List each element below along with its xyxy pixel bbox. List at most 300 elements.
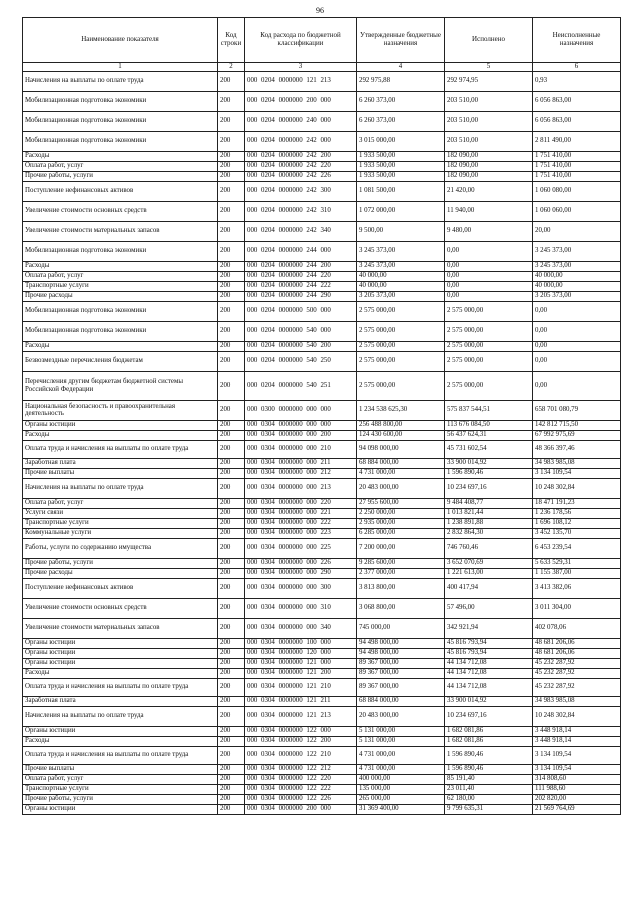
table-row (23, 351, 621, 371)
row-unexecuted-amount: 1 155 387,00 (533, 568, 621, 578)
row-executed-amount: 45 816 793,94 (445, 638, 533, 648)
row-approved-amount: 124 430 600,00 (357, 430, 445, 440)
row-expense-code: 000 0204 0000000 200 000 (245, 91, 357, 111)
row-name: Поступление нефинансовых активов (23, 578, 218, 598)
row-executed-amount: 45 731 602,54 (445, 440, 533, 458)
row-line-code: 200 (218, 726, 245, 736)
row-executed-amount: 62 180,00 (445, 794, 533, 804)
row-approved-amount: 94 498 000,00 (357, 638, 445, 648)
row-executed-amount: 0,00 (445, 271, 533, 281)
row-line-code: 200 (218, 706, 245, 726)
row-line-code: 200 (218, 271, 245, 281)
table-row (23, 201, 621, 221)
row-line-code: 200 (218, 498, 245, 508)
row-line-code: 200 (218, 468, 245, 478)
table-row (23, 498, 621, 508)
row-line-code: 200 (218, 111, 245, 131)
table-row (23, 658, 621, 668)
row-executed-amount: 400 417,94 (445, 578, 533, 598)
row-approved-amount: 135 000,00 (357, 784, 445, 794)
header-name: Наименование показателя (23, 18, 218, 63)
row-line-code: 200 (218, 518, 245, 528)
row-expense-code: 000 0304 0000000 122 210 (245, 746, 357, 764)
table-row (23, 706, 621, 726)
row-unexecuted-amount: 6 453 239,54 (533, 538, 621, 558)
row-expense-code: 000 0204 0000000 242 220 (245, 161, 357, 171)
row-expense-code: 000 0204 0000000 244 220 (245, 271, 357, 281)
row-expense-code: 000 0204 0000000 242 000 (245, 131, 357, 151)
row-unexecuted-amount: 3 452 135,70 (533, 528, 621, 538)
table-row (23, 271, 621, 281)
row-name: Оплата работ, услуг (23, 498, 218, 508)
table-row (23, 281, 621, 291)
row-executed-amount: 746 760,46 (445, 538, 533, 558)
row-expense-code: 000 0204 0000000 540 000 (245, 321, 357, 341)
row-approved-amount: 94 498 000,00 (357, 648, 445, 658)
row-name: Мобилизационная подготовка экономики (23, 111, 218, 131)
row-line-code: 200 (218, 804, 245, 814)
table-row (23, 111, 621, 131)
row-executed-amount: 342 921,94 (445, 618, 533, 638)
row-name: Оплата труда и начисления на выплаты по оплате труда (23, 440, 218, 458)
row-approved-amount: 68 884 000,00 (357, 458, 445, 468)
row-line-code: 200 (218, 458, 245, 468)
table-row (23, 478, 621, 498)
row-executed-amount: 2 575 000,00 (445, 351, 533, 371)
row-approved-amount: 20 483 000,00 (357, 478, 445, 498)
row-name: Расходы (23, 668, 218, 678)
row-expense-code: 000 0204 0000000 500 000 (245, 301, 357, 321)
row-name: Транспортные услуги (23, 281, 218, 291)
row-name: Увеличение стоимости основных средств (23, 201, 218, 221)
row-unexecuted-amount: 0,00 (533, 321, 621, 341)
row-line-code: 200 (218, 161, 245, 171)
row-approved-amount: 6 285 000,00 (357, 528, 445, 538)
row-line-code: 200 (218, 341, 245, 351)
row-executed-amount: 85 191,40 (445, 774, 533, 784)
table-row (23, 736, 621, 746)
row-expense-code: 000 0204 0000000 244 222 (245, 281, 357, 291)
row-line-code: 200 (218, 430, 245, 440)
table-row (23, 578, 621, 598)
row-line-code: 200 (218, 794, 245, 804)
row-line-code: 200 (218, 351, 245, 371)
row-approved-amount: 89 367 000,00 (357, 678, 445, 696)
row-expense-code: 000 0204 0000000 242 300 (245, 181, 357, 201)
row-executed-amount: 575 837 544,51 (445, 400, 533, 420)
row-approved-amount: 2 575 000,00 (357, 321, 445, 341)
row-approved-amount: 4 731 000,00 (357, 746, 445, 764)
row-name: Прочие работы, услуги (23, 558, 218, 568)
header-expense-code: Код расхода по бюджетной классификации (245, 18, 357, 63)
row-name: Прочие работы, услуги (23, 794, 218, 804)
row-unexecuted-amount: 3 413 382,06 (533, 578, 621, 598)
row-line-code: 200 (218, 291, 245, 301)
row-expense-code: 000 0304 0000000 000 340 (245, 618, 357, 638)
row-executed-amount: 0,00 (445, 241, 533, 261)
row-expense-code: 000 0304 0000000 000 225 (245, 538, 357, 558)
row-line-code: 200 (218, 371, 245, 400)
table-row (23, 648, 621, 658)
column-number: 5 (445, 63, 533, 72)
row-approved-amount: 1 933 500,00 (357, 171, 445, 181)
row-unexecuted-amount: 402 078,06 (533, 618, 621, 638)
row-executed-amount: 203 510,00 (445, 91, 533, 111)
row-unexecuted-amount: 1 751 410,00 (533, 151, 621, 161)
row-line-code: 200 (218, 658, 245, 668)
row-name: Прочие выплаты (23, 764, 218, 774)
table-row (23, 508, 621, 518)
row-name: Начисления на выплаты по оплате труда (23, 478, 218, 498)
row-approved-amount: 20 483 000,00 (357, 706, 445, 726)
row-executed-amount: 21 420,00 (445, 181, 533, 201)
row-name: Прочие расходы (23, 568, 218, 578)
row-name: Расходы (23, 151, 218, 161)
row-name: Прочие расходы (23, 291, 218, 301)
row-unexecuted-amount: 45 232 287,92 (533, 678, 621, 696)
row-name: Оплата труда и начисления на выплаты по оплате труда (23, 678, 218, 696)
row-unexecuted-amount: 10 248 302,84 (533, 706, 621, 726)
row-unexecuted-amount: 3 134 109,54 (533, 746, 621, 764)
row-approved-amount: 3 245 373,00 (357, 261, 445, 271)
row-approved-amount: 40 000,00 (357, 281, 445, 291)
row-unexecuted-amount: 45 232 287,92 (533, 658, 621, 668)
row-unexecuted-amount: 0,00 (533, 351, 621, 371)
row-executed-amount: 44 134 712,08 (445, 668, 533, 678)
row-line-code: 200 (218, 538, 245, 558)
row-unexecuted-amount: 0,00 (533, 301, 621, 321)
row-executed-amount: 57 496,00 (445, 598, 533, 618)
row-approved-amount: 89 367 000,00 (357, 668, 445, 678)
row-expense-code: 000 0304 0000000 000 222 (245, 518, 357, 528)
row-expense-code: 000 0304 0000000 122 226 (245, 794, 357, 804)
row-approved-amount: 2 575 000,00 (357, 341, 445, 351)
row-name: Увеличение стоимости материальных запасов (23, 221, 218, 241)
row-executed-amount: 203 510,00 (445, 111, 533, 131)
row-expense-code: 000 0304 0000000 000 226 (245, 558, 357, 568)
row-expense-code: 000 0204 0000000 121 213 (245, 71, 357, 91)
row-unexecuted-amount: 6 056 863,00 (533, 91, 621, 111)
row-line-code: 200 (218, 784, 245, 794)
row-expense-code: 000 0300 0000000 000 000 (245, 400, 357, 420)
table-row (23, 420, 621, 430)
table-row (23, 221, 621, 241)
row-expense-code: 000 0204 0000000 242 226 (245, 171, 357, 181)
row-name: Органы юстиции (23, 420, 218, 430)
column-number: 3 (245, 63, 357, 72)
row-approved-amount: 1 234 538 625,30 (357, 400, 445, 420)
row-name: Начисления на выплаты по оплате труда (23, 706, 218, 726)
table-row (23, 131, 621, 151)
row-approved-amount: 31 369 400,00 (357, 804, 445, 814)
row-line-code: 200 (218, 440, 245, 458)
row-unexecuted-amount: 1 060 060,00 (533, 201, 621, 221)
row-unexecuted-amount: 2 811 490,00 (533, 131, 621, 151)
row-expense-code: 000 0304 0000000 122 212 (245, 764, 357, 774)
table-row (23, 301, 621, 321)
row-line-code: 200 (218, 764, 245, 774)
row-expense-code: 000 0304 0000000 121 213 (245, 706, 357, 726)
row-executed-amount: 44 134 712,08 (445, 678, 533, 696)
page-number: 96 (316, 6, 324, 15)
row-unexecuted-amount: 1 751 410,00 (533, 171, 621, 181)
row-line-code: 200 (218, 478, 245, 498)
table-row (23, 151, 621, 161)
row-name: Мобилизационная подготовка экономики (23, 301, 218, 321)
row-approved-amount: 2 575 000,00 (357, 371, 445, 400)
row-line-code: 200 (218, 171, 245, 181)
row-unexecuted-amount: 34 983 985,08 (533, 696, 621, 706)
table-row (23, 261, 621, 271)
row-approved-amount: 9 500,00 (357, 221, 445, 241)
row-unexecuted-amount: 314 808,60 (533, 774, 621, 784)
row-executed-amount: 182 090,00 (445, 151, 533, 161)
header-approved: Утвержденные бюджетные назначения (357, 18, 445, 63)
row-executed-amount: 0,00 (445, 281, 533, 291)
row-expense-code: 000 0304 0000000 121 211 (245, 696, 357, 706)
row-executed-amount: 0,00 (445, 291, 533, 301)
row-executed-amount: 1 596 890,46 (445, 764, 533, 774)
row-line-code: 200 (218, 71, 245, 91)
row-name: Коммунальные услуги (23, 528, 218, 538)
row-line-code: 200 (218, 151, 245, 161)
row-executed-amount: 44 134 712,08 (445, 658, 533, 668)
row-line-code: 200 (218, 181, 245, 201)
row-executed-amount: 1 238 891,88 (445, 518, 533, 528)
table-row (23, 678, 621, 696)
row-name: Органы юстиции (23, 726, 218, 736)
row-unexecuted-amount: 3 245 373,00 (533, 241, 621, 261)
row-approved-amount: 4 731 000,00 (357, 764, 445, 774)
table-row (23, 696, 621, 706)
table-row (23, 558, 621, 568)
row-expense-code: 000 0204 0000000 540 250 (245, 351, 357, 371)
row-approved-amount: 1 933 500,00 (357, 151, 445, 161)
row-expense-code: 000 0304 0000000 121 000 (245, 658, 357, 668)
row-name: Прочие работы, услуги (23, 171, 218, 181)
row-unexecuted-amount: 142 812 715,50 (533, 420, 621, 430)
row-approved-amount: 265 000,00 (357, 794, 445, 804)
row-executed-amount: 182 090,00 (445, 171, 533, 181)
row-expense-code: 000 0204 0000000 540 200 (245, 341, 357, 351)
header-executed: Исполнено (445, 18, 533, 63)
table-row (23, 291, 621, 301)
row-approved-amount: 2 935 000,00 (357, 518, 445, 528)
row-line-code: 200 (218, 638, 245, 648)
row-executed-amount: 9 484 408,77 (445, 498, 533, 508)
row-executed-amount: 182 090,00 (445, 161, 533, 171)
table-row (23, 638, 621, 648)
table-row (23, 91, 621, 111)
row-unexecuted-amount: 1 060 080,00 (533, 181, 621, 201)
row-executed-amount: 3 652 070,69 (445, 558, 533, 568)
table-row (23, 430, 621, 440)
row-approved-amount: 745 000,00 (357, 618, 445, 638)
row-unexecuted-amount: 0,93 (533, 71, 621, 91)
table-row (23, 518, 621, 528)
column-number: 1 (23, 63, 218, 72)
row-expense-code: 000 0304 0000000 000 310 (245, 598, 357, 618)
row-line-code: 200 (218, 568, 245, 578)
row-expense-code: 000 0304 0000000 122 222 (245, 784, 357, 794)
row-expense-code: 000 0304 0000000 200 000 (245, 804, 357, 814)
table-row (23, 774, 621, 784)
row-line-code: 200 (218, 201, 245, 221)
row-approved-amount: 6 260 373,00 (357, 111, 445, 131)
row-executed-amount: 9 480,00 (445, 221, 533, 241)
row-approved-amount: 256 488 800,00 (357, 420, 445, 430)
row-name: Начисления на выплаты по оплате труда (23, 71, 218, 91)
row-unexecuted-amount: 0,00 (533, 341, 621, 351)
row-line-code: 200 (218, 648, 245, 658)
row-expense-code: 000 0304 0000000 000 212 (245, 468, 357, 478)
column-number: 4 (357, 63, 445, 72)
row-unexecuted-amount: 3 448 918,14 (533, 726, 621, 736)
row-line-code: 200 (218, 281, 245, 291)
row-executed-amount: 113 676 084,50 (445, 420, 533, 430)
row-approved-amount: 2 377 000,00 (357, 568, 445, 578)
row-line-code: 200 (218, 131, 245, 151)
row-unexecuted-amount: 67 992 975,69 (533, 430, 621, 440)
row-approved-amount: 1 933 500,00 (357, 161, 445, 171)
row-executed-amount: 2 575 000,00 (445, 341, 533, 351)
row-expense-code: 000 0304 0000000 000 200 (245, 430, 357, 440)
table-row (23, 400, 621, 420)
row-line-code: 200 (218, 668, 245, 678)
row-name: Национальная безопасность и правоохранительная деятельность (23, 400, 218, 420)
row-name: Органы юстиции (23, 804, 218, 814)
row-expense-code: 000 0304 0000000 120 000 (245, 648, 357, 658)
table-row (23, 538, 621, 558)
row-unexecuted-amount: 111 988,60 (533, 784, 621, 794)
row-executed-amount: 9 799 635,31 (445, 804, 533, 814)
row-name: Расходы (23, 736, 218, 746)
row-unexecuted-amount: 48 366 397,46 (533, 440, 621, 458)
row-unexecuted-amount: 18 471 191,23 (533, 498, 621, 508)
table-row (23, 321, 621, 341)
row-line-code: 200 (218, 241, 245, 261)
table-row (23, 764, 621, 774)
table-row (23, 171, 621, 181)
table-row (23, 784, 621, 794)
row-approved-amount: 6 260 373,00 (357, 91, 445, 111)
row-unexecuted-amount: 1 696 108,12 (533, 518, 621, 528)
row-unexecuted-amount: 6 056 863,00 (533, 111, 621, 131)
row-executed-amount: 33 900 014,92 (445, 696, 533, 706)
row-unexecuted-amount: 1 236 178,56 (533, 508, 621, 518)
row-unexecuted-amount: 0,00 (533, 371, 621, 400)
row-approved-amount: 292 975,88 (357, 71, 445, 91)
table-row (23, 440, 621, 458)
row-unexecuted-amount: 48 681 206,06 (533, 638, 621, 648)
row-expense-code: 000 0304 0000000 000 223 (245, 528, 357, 538)
row-unexecuted-amount: 3 134 109,54 (533, 468, 621, 478)
row-executed-amount: 1 596 890,46 (445, 746, 533, 764)
row-name: Работы, услуги по содержанию имущества (23, 538, 218, 558)
row-unexecuted-amount: 1 751 410,00 (533, 161, 621, 171)
row-unexecuted-amount: 202 820,00 (533, 794, 621, 804)
row-name: Оплата работ, услуг (23, 271, 218, 281)
row-unexecuted-amount: 40 000,00 (533, 281, 621, 291)
row-executed-amount: 1 221 613,00 (445, 568, 533, 578)
row-executed-amount: 1 596 890,46 (445, 468, 533, 478)
row-name: Мобилизационная подготовка экономики (23, 321, 218, 341)
row-expense-code: 000 0304 0000000 122 200 (245, 736, 357, 746)
row-executed-amount: 1 682 081,86 (445, 726, 533, 736)
row-approved-amount: 5 131 000,00 (357, 736, 445, 746)
row-expense-code: 000 0304 0000000 121 210 (245, 678, 357, 696)
row-approved-amount: 4 731 000,00 (357, 468, 445, 478)
row-approved-amount: 40 000,00 (357, 271, 445, 281)
row-expense-code: 000 0304 0000000 122 220 (245, 774, 357, 784)
row-executed-amount: 292 974,95 (445, 71, 533, 91)
row-executed-amount: 11 940,00 (445, 201, 533, 221)
table-row (23, 598, 621, 618)
row-unexecuted-amount: 3 134 109,54 (533, 764, 621, 774)
row-line-code: 200 (218, 528, 245, 538)
table-row (23, 468, 621, 478)
row-executed-amount: 2 575 000,00 (445, 371, 533, 400)
row-name: Заработная плата (23, 696, 218, 706)
row-approved-amount: 27 955 600,00 (357, 498, 445, 508)
row-name: Заработная плата (23, 458, 218, 468)
row-executed-amount: 2 575 000,00 (445, 321, 533, 341)
row-executed-amount: 1 682 081,86 (445, 736, 533, 746)
row-unexecuted-amount: 3 448 918,14 (533, 736, 621, 746)
table-row (23, 528, 621, 538)
row-name: Увеличение стоимости материальных запасов (23, 618, 218, 638)
row-name: Прочие выплаты (23, 468, 218, 478)
table-row (23, 161, 621, 171)
row-expense-code: 000 0304 0000000 000 210 (245, 440, 357, 458)
row-approved-amount: 2 575 000,00 (357, 301, 445, 321)
row-executed-amount: 10 234 697,16 (445, 706, 533, 726)
budget-execution-table (22, 17, 621, 815)
table-header-row (23, 18, 621, 63)
row-unexecuted-amount: 34 983 985,08 (533, 458, 621, 468)
row-expense-code: 000 0304 0000000 122 000 (245, 726, 357, 736)
row-name: Транспортные услуги (23, 784, 218, 794)
row-executed-amount: 0,00 (445, 261, 533, 271)
row-unexecuted-amount: 48 681 206,06 (533, 648, 621, 658)
row-approved-amount: 94 098 000,00 (357, 440, 445, 458)
table-row (23, 804, 621, 814)
row-executed-amount: 23 011,40 (445, 784, 533, 794)
row-unexecuted-amount: 3 245 373,00 (533, 261, 621, 271)
row-name: Услуги связи (23, 508, 218, 518)
row-expense-code: 000 0304 0000000 000 300 (245, 578, 357, 598)
row-approved-amount: 68 884 000,00 (357, 696, 445, 706)
row-approved-amount: 3 205 373,00 (357, 291, 445, 301)
row-approved-amount: 3 245 373,00 (357, 241, 445, 261)
row-name: Расходы (23, 430, 218, 440)
header-line-code: Код строки (218, 18, 245, 63)
row-approved-amount: 7 200 000,00 (357, 538, 445, 558)
row-line-code: 200 (218, 558, 245, 568)
row-expense-code: 000 0304 0000000 000 290 (245, 568, 357, 578)
row-line-code: 200 (218, 261, 245, 271)
row-name: Расходы (23, 341, 218, 351)
row-expense-code: 000 0204 0000000 244 290 (245, 291, 357, 301)
table-row (23, 618, 621, 638)
row-unexecuted-amount: 5 633 529,31 (533, 558, 621, 568)
row-line-code: 200 (218, 678, 245, 696)
table-row (23, 794, 621, 804)
row-name: Органы юстиции (23, 648, 218, 658)
row-executed-amount: 45 816 793,94 (445, 648, 533, 658)
row-line-code: 200 (218, 598, 245, 618)
row-executed-amount: 33 900 014,92 (445, 458, 533, 468)
